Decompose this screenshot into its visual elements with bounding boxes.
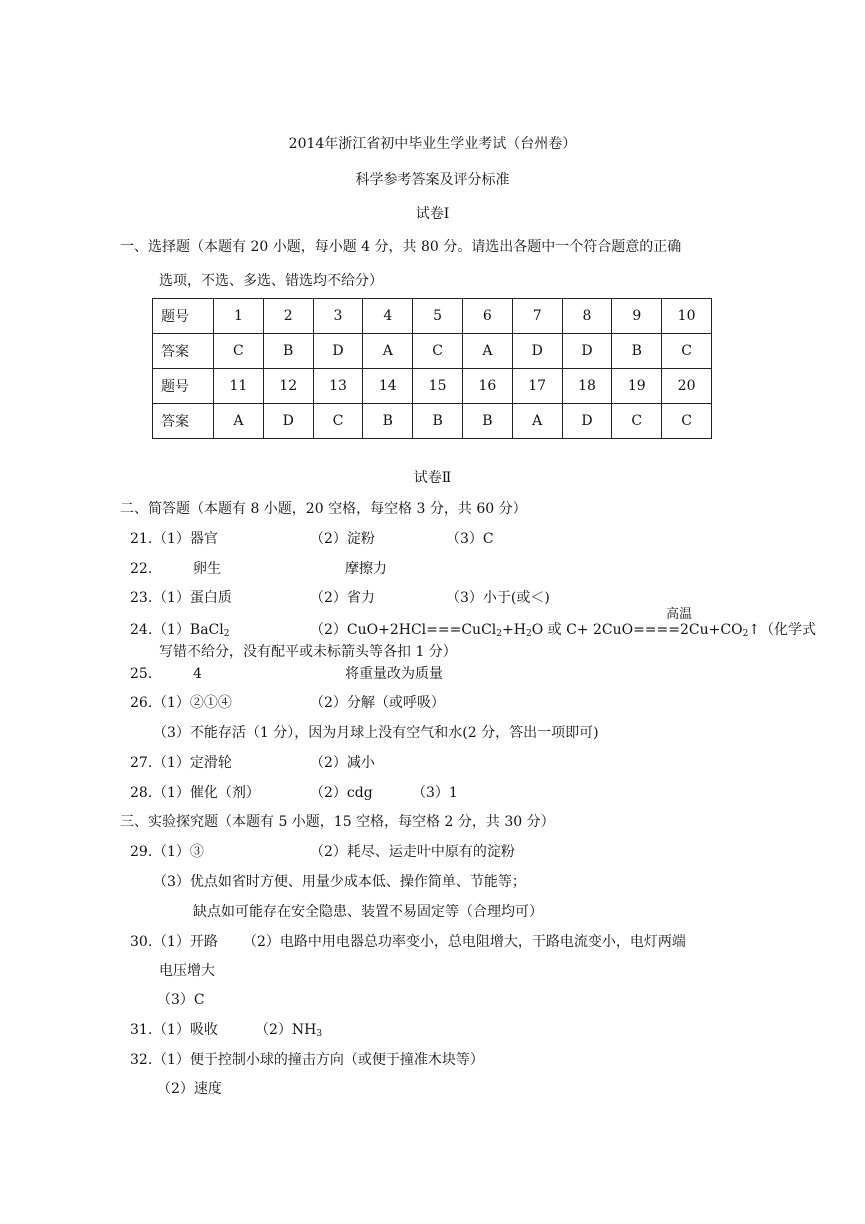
q27-answer-2: （2）减小 [310,755,375,771]
q29-answer-3-cont: 缺点如可能存在安全隐患、装置不易固定等（合理均可） [193,904,543,920]
q24-note: 写错不给分，没有配平或未标箭头等各扣 1 分） [159,644,457,660]
table-cell: 15 [413,369,463,404]
q32-answer-1: （1）便于控制小球的撞击方向（或便于撞准木块等） [153,1052,484,1068]
table-cell: 20 [662,369,712,404]
q31-number: 31. [130,1022,153,1038]
table-cell: A [462,334,512,369]
table-cell: D [512,334,562,369]
table-row-header: 题号 [153,369,214,404]
table-cell: 1 [214,299,264,334]
table-cell: B [462,404,512,439]
table-cell: B [413,404,463,439]
q32-answer-2: （2）速度 [157,1081,222,1097]
table-cell: 12 [263,369,313,404]
q27-answer-1: （1）定滑轮 [153,755,232,771]
answer-table [152,298,712,439]
page-subtitle: 科学参考答案及评分标准 [355,172,510,188]
q23-answer-3: （3）小于(或＜) [446,590,550,606]
table-cell: 5 [413,299,463,334]
q21-answer-1: （1）器官 [153,531,218,547]
q29-answer-3: （3）优点如省时方便、用量少成本低、操作简单、节能等； [153,874,526,890]
table-row-question-numbers [153,299,712,334]
q25-answer-1: 4 [193,666,202,682]
table-cell: 4 [363,299,413,334]
table-cell: A [512,404,562,439]
q30-answer-3: （3）C [157,992,205,1008]
page-title: 2014年浙江省初中毕业生学业考试（台州卷） [288,136,577,152]
q23-answer-1: （1）蛋白质 [153,590,232,606]
table-cell: B [612,334,662,369]
table-row-answers [153,404,712,439]
q30-answer-1: （1）开路 [153,934,218,950]
table-cell: D [562,404,612,439]
table-cell: 17 [512,369,562,404]
table-cell: 18 [562,369,612,404]
table-cell: 14 [363,369,413,404]
q24-answer-2: $(2)CuO+2HCl===CuCl_2+H_2O$ 或 C+ 2CuO 高温 $====2Cu+CO_2↑$（化学式 [310,607,817,639]
q21-number: 21. [130,531,153,547]
q31-answer-2: $(2)NH_3$ [255,1022,323,1039]
q29-number: 29. [130,844,153,860]
q26-answer-2: （2）分解（或呼吸） [310,695,445,711]
q22-answer-2: 摩擦力 [345,561,387,577]
section1-heading: 一、选择题（本题有 20 小题，每小题 4 分，共 80 分。请选出各题中一个符合题意的正确 [120,239,682,255]
table-row-header: 答案 [153,404,214,439]
reaction-condition: 高温 ====2Cu+CO [633,607,743,638]
table-cell: D [313,334,363,369]
table-cell: C [413,334,463,369]
q26-answer-1: （1）②①④ [153,695,232,711]
q31-answer-1: （1）吸收 [153,1022,218,1038]
table-cell: 2 [263,299,313,334]
table-cell: C [662,404,712,439]
q28-answer-2: （2）cdg [310,785,373,801]
q21-answer-2: （2）淀粉 [310,531,375,547]
table-cell: B [363,404,413,439]
q24-number: 24. [130,622,153,638]
section2-heading: 二、简答题（本题有 8 小题，20 空格，每空格 3 分，共 60 分） [120,501,527,517]
table-row-question-numbers [153,369,712,404]
table-cell: A [214,404,264,439]
table-cell: C [313,404,363,439]
q21-answer-3: （3）C [446,531,494,547]
q30-answer-2-cont: 电压增大 [159,963,215,979]
q29-answer-1: （1）③ [153,844,204,860]
table-row-answers [153,334,712,369]
table-cell: 8 [562,299,612,334]
table-cell: D [263,404,313,439]
table-cell: 7 [512,299,562,334]
q30-answer-2: （2）电路中用电器总功率变小，总电阻增大，干路电流变小，电灯两端 [243,934,686,950]
table-cell: 16 [462,369,512,404]
q32-number: 32. [130,1052,153,1068]
q25-answer-2: 将重量改为质量 [345,666,443,682]
q27-number: 27. [130,755,153,771]
table-cell: D [562,334,612,369]
q29-answer-2: （2）耗尽、运走叶中原有的淀粉 [310,844,515,860]
table-cell: 3 [313,299,363,334]
table-cell: 6 [462,299,512,334]
q24-answer-1: （1）BaCl$_2$ [153,622,230,639]
section3-heading: 三、实验探究题（本题有 5 小题，15 空格，每空格 2 分，共 30 分） [120,814,555,830]
q26-answer-3: （3）不能存活（1 分），因为月球上没有空气和水(2 分，答出一项即可) [153,725,599,741]
table-cell: B [263,334,313,369]
table-cell: 9 [612,299,662,334]
table-row-header: 题号 [153,299,214,334]
table-cell: 11 [214,369,264,404]
table-cell: 19 [612,369,662,404]
table-cell: 10 [662,299,712,334]
table-cell: C [612,404,662,439]
q23-answer-2: （2）省力 [310,590,375,606]
q25-number: 25. [130,666,153,682]
q22-answer-1: 卵生 [193,561,221,577]
table-cell: 13 [313,369,363,404]
q26-number: 26. [130,695,153,711]
q28-answer-3: （3）1 [412,785,458,801]
q22-number: 22. [130,561,153,577]
table-row-header: 答案 [153,334,214,369]
section1-heading-cont: 选项，不选、多选、错选均不给分） [159,273,383,289]
paper1-label: 试卷Ⅰ [415,206,450,222]
q28-answer-1: （1）催化（剂） [153,785,260,801]
q30-number: 30. [130,934,153,950]
table-cell: C [214,334,264,369]
table-cell: A [363,334,413,369]
q28-number: 28. [130,785,153,801]
paper2-label: 试卷Ⅱ [413,470,452,486]
table-cell: C [662,334,712,369]
q23-number: 23. [130,590,153,606]
